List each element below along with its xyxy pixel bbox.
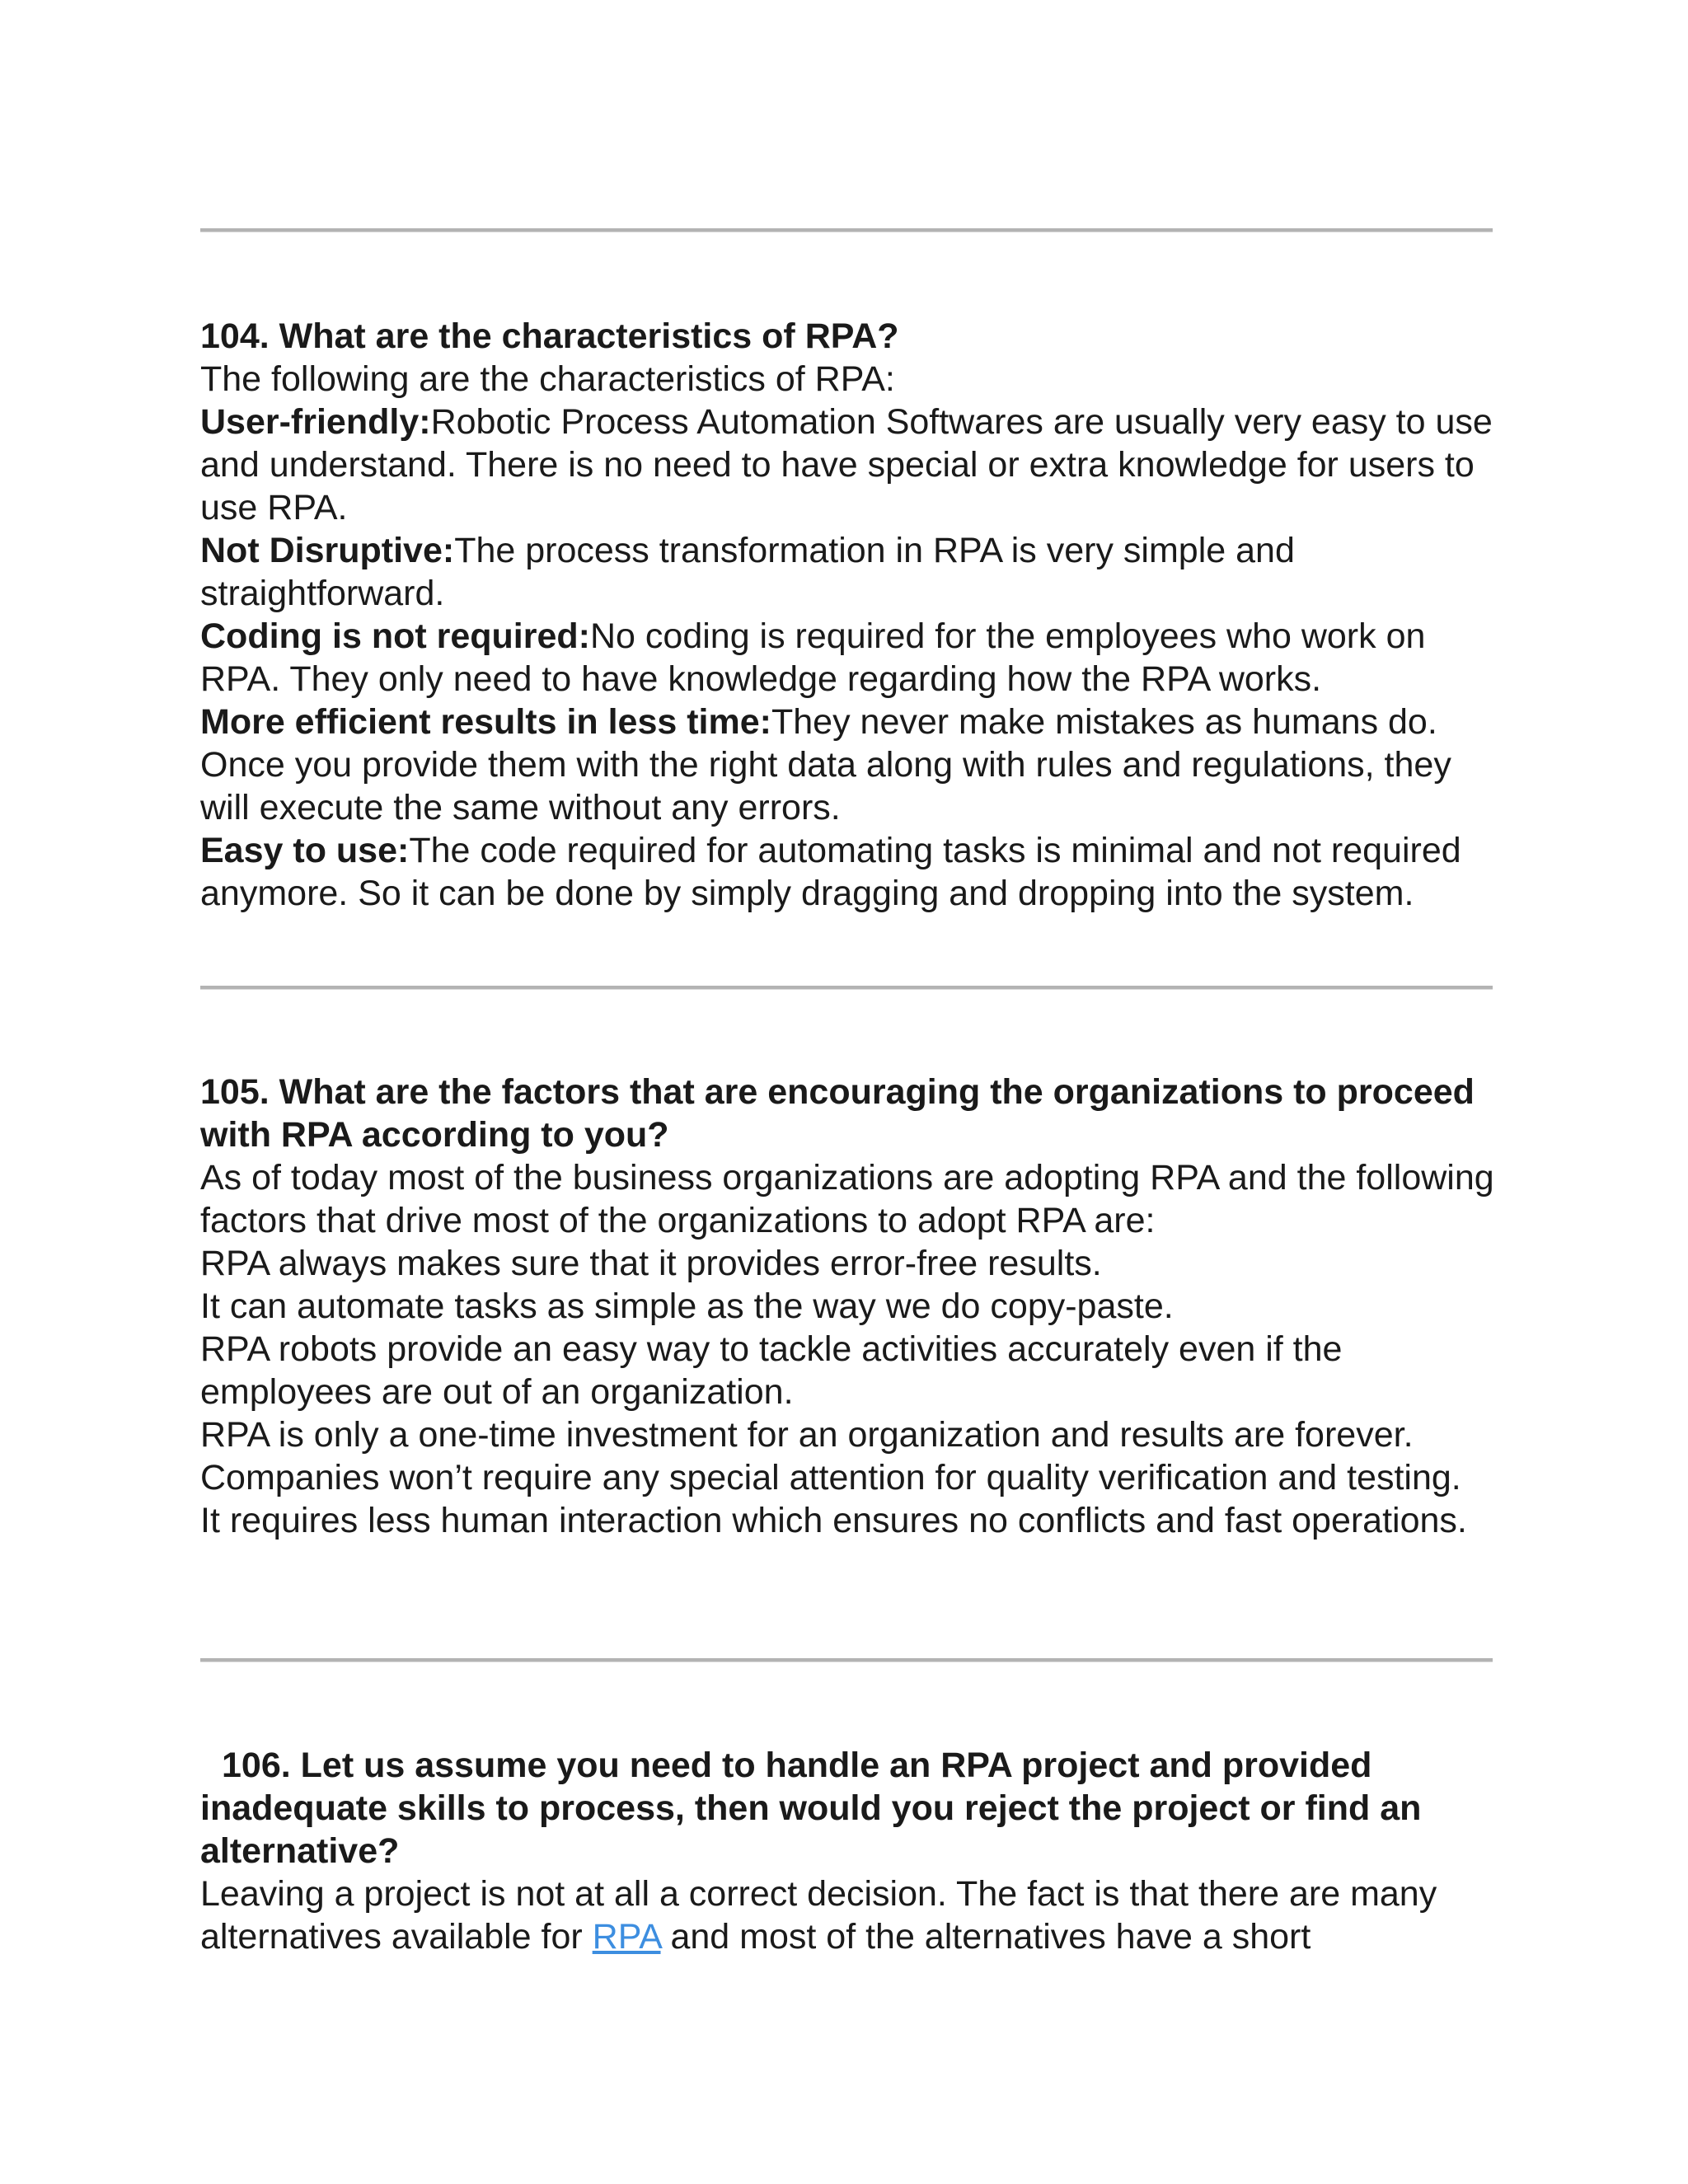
factor-item: RPA is only a one-time investment for an organization and results are forever.: [200, 1415, 1414, 1455]
question-104-intro: The following are the characteristics of RPA:: [200, 359, 895, 399]
characteristic-term: User-friendly:: [200, 402, 431, 442]
characteristic-text: No coding is required for the employees who work on RPA. They only need to have knowledge regarding how the RPA works.: [200, 616, 1426, 699]
characteristic-text: They never make mistakes as humans do. Once you provide them with the right data along with rules and regulations, they will execute the same without any errors.: [200, 702, 1451, 827]
characteristic-text: The process transformation in RPA is very simple and straightforward.: [200, 531, 1295, 613]
answer-text-before-link: Leaving a project is not at all a correct decision. The fact is that there are many alternatives available for: [200, 1874, 1437, 1957]
answer-text-after-link: and most of the alternatives have a short: [660, 1917, 1311, 1957]
rpa-link[interactable]: RPA: [592, 1917, 661, 1957]
characteristic-term: Coding is not required:: [200, 616, 590, 656]
divider: [200, 228, 1493, 232]
characteristic-text: Robotic Process Automation Softwares are usually very easy to use and understand. There is no need to have special or extra knowledge for users to use RPA.: [200, 402, 1493, 527]
characteristic-item: [200, 401, 1494, 529]
characteristic-term: Not Disruptive:: [200, 531, 455, 570]
question-106-answer: [200, 1872, 1494, 1958]
characteristic-term: Easy to use:: [200, 831, 410, 870]
characteristic-item: [200, 529, 1494, 615]
question-105: [200, 1071, 1494, 1542]
factor-item: RPA always makes sure that it provides error-free results.: [200, 1244, 1102, 1283]
question-106: [200, 1744, 1494, 1958]
question-105-title: 105. What are the factors that are encouraging the organizations to proceed with RPA according to you?: [200, 1072, 1475, 1155]
divider: [200, 986, 1493, 990]
characteristic-item: [200, 829, 1494, 915]
characteristic-item: [200, 615, 1494, 701]
characteristic-item: [200, 701, 1494, 829]
factor-item: RPA robots provide an easy way to tackle activities accurately even if the employees are out of an organization.: [200, 1329, 1343, 1412]
question-106-title: [200, 1744, 1494, 1872]
question-104-title: 104. What are the characteristics of RPA?: [200, 316, 899, 356]
factor-item: Companies won’t require any special attention for quality verification and testing.: [200, 1458, 1461, 1497]
question-105-intro: As of today most of the business organizations are adopting RPA and the following factors that drive most of the organizations to adopt RPA are:: [200, 1158, 1494, 1240]
question-106-title-text: 106. Let us assume you need to handle an RPA project and provided inadequate skills to process, then would you reject the project or find an alternative?: [200, 1746, 1422, 1871]
question-104: [200, 315, 1494, 915]
characteristic-text: The code required for automating tasks is minimal and not required anymore. So it can be done by simply dragging and dropping into the system.: [200, 831, 1461, 913]
factor-item: It requires less human interaction which ensures no conflicts and fast operations.: [200, 1501, 1467, 1540]
divider: [200, 1658, 1493, 1662]
factor-item: It can automate tasks as simple as the way we do copy-paste.: [200, 1286, 1174, 1326]
characteristic-term: More efficient results in less time:: [200, 702, 771, 742]
